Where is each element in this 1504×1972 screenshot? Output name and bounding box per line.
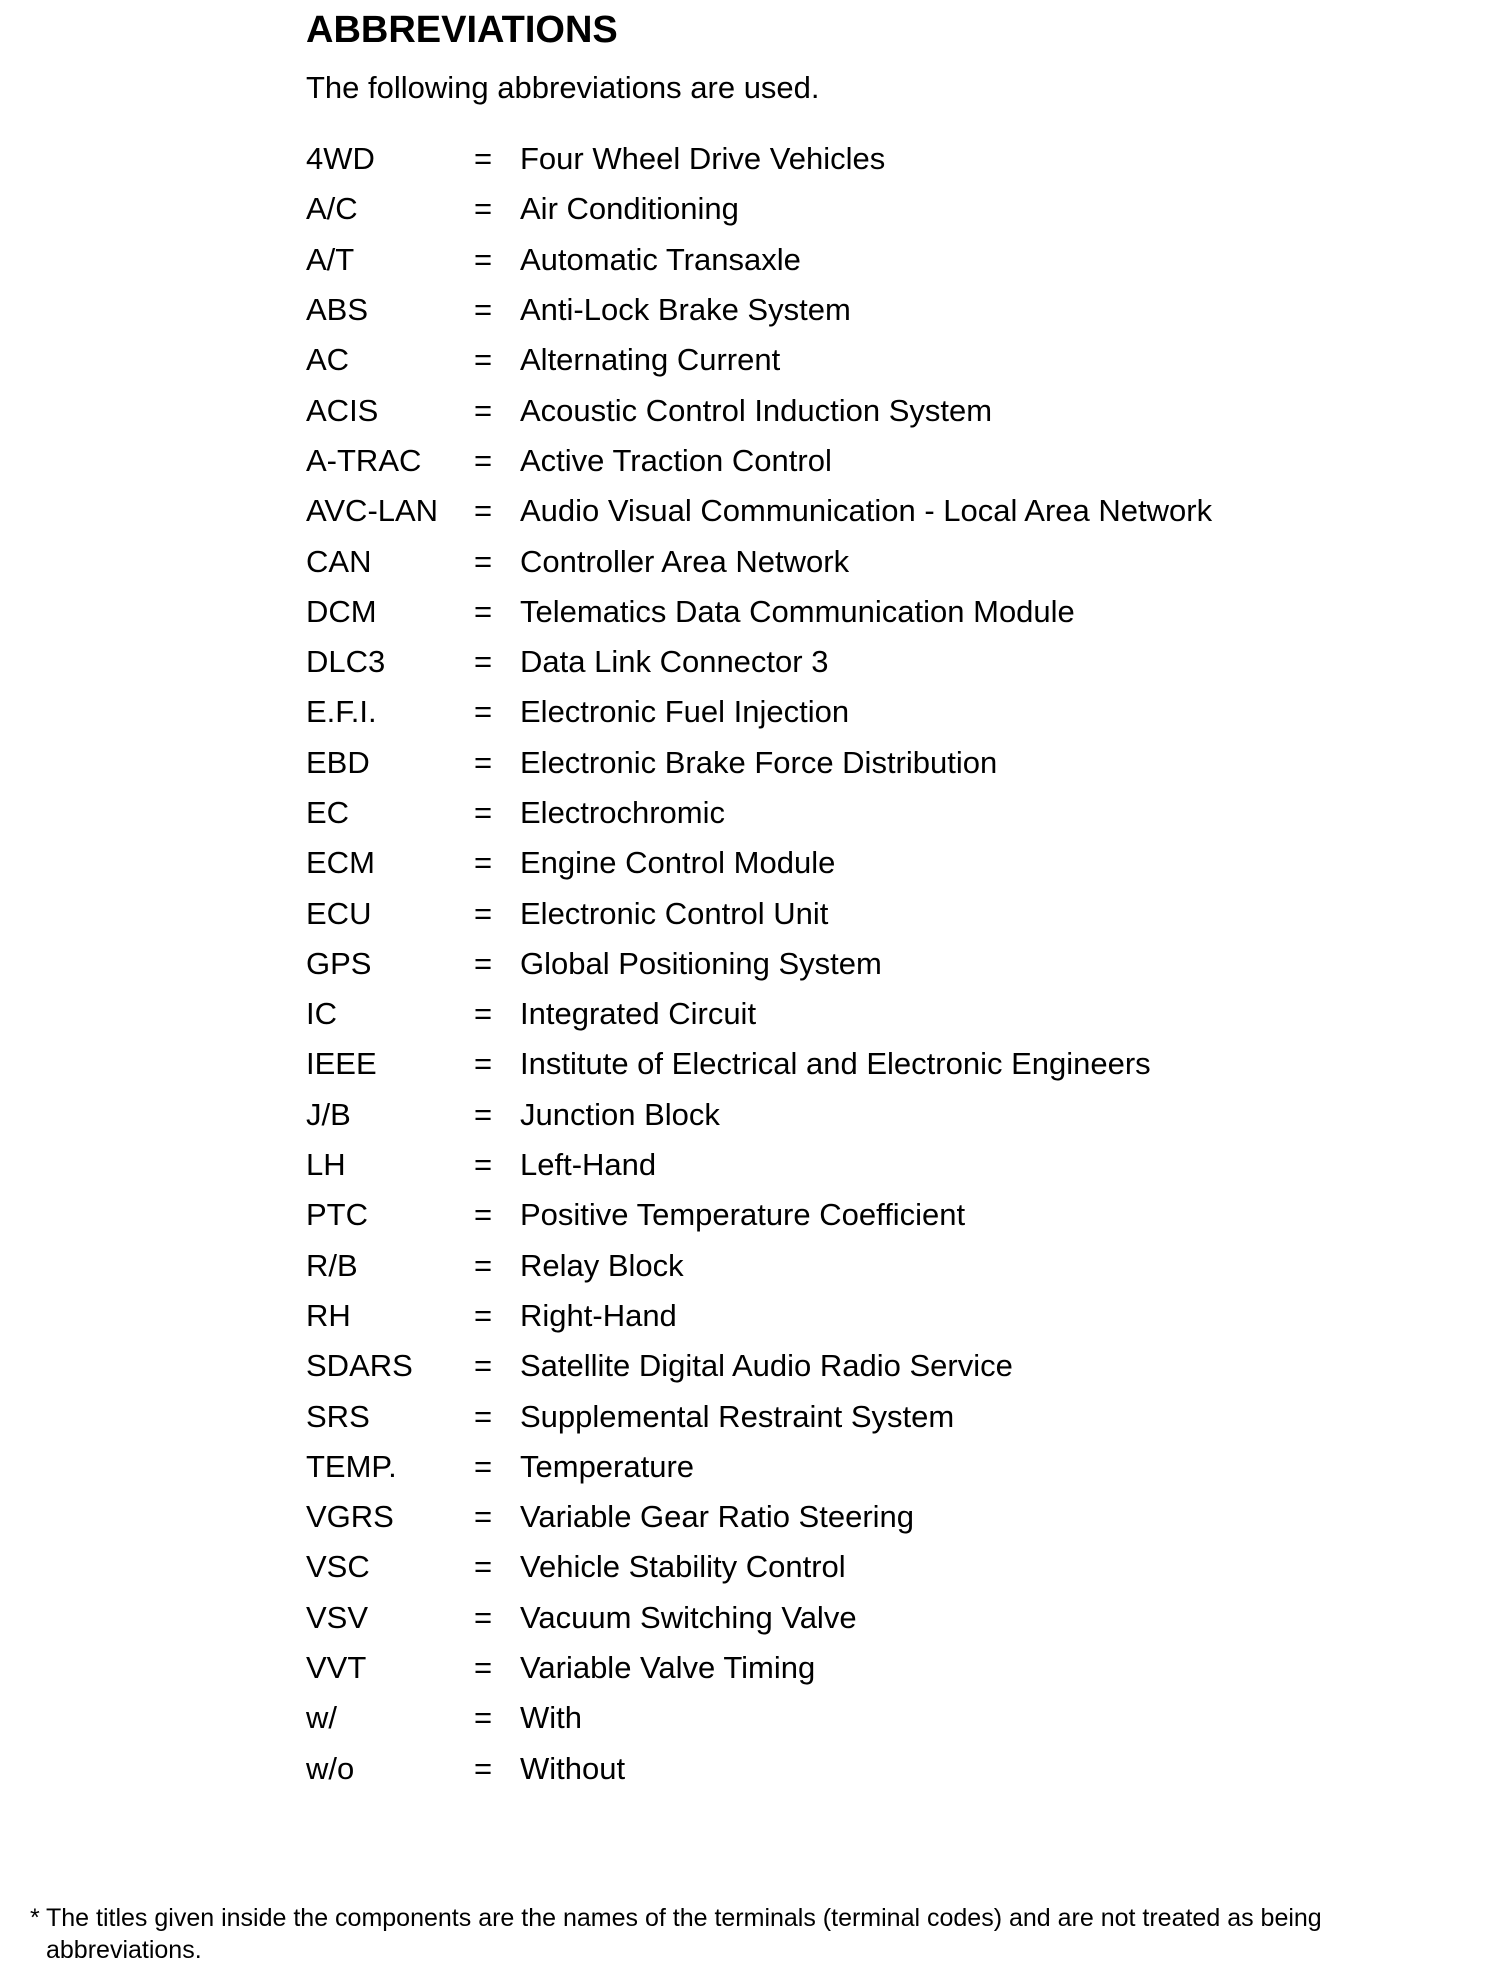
abbreviation-definition: Right-Hand: [520, 1297, 677, 1333]
abbreviation-definition: Four Wheel Drive Vehicles: [520, 141, 886, 177]
abbreviation-term: VGRS: [306, 1499, 394, 1535]
abbreviation-row: [306, 939, 1406, 989]
intro-text: The following abbreviations are used.: [306, 70, 820, 105]
abbreviation-row: [306, 385, 1406, 435]
abbreviation-term: GPS: [306, 945, 372, 981]
equals-sign: =: [474, 1650, 493, 1686]
equals-sign: =: [474, 191, 493, 227]
abbreviation-row: [306, 1391, 1406, 1441]
equals-sign: =: [474, 1499, 493, 1535]
abbreviation-row: [306, 1693, 1406, 1743]
equals-sign: =: [474, 694, 493, 730]
abbreviation-definition: Global Positioning System: [520, 945, 882, 981]
equals-sign: =: [474, 744, 493, 780]
abbreviation-row: [306, 1190, 1406, 1240]
abbreviation-term: TEMP.: [306, 1448, 397, 1484]
equals-sign: =: [474, 644, 493, 680]
equals-sign: =: [474, 945, 493, 981]
abbreviation-row: [306, 1492, 1406, 1542]
equals-sign: =: [474, 442, 493, 478]
abbreviation-term: VSC: [306, 1549, 370, 1585]
abbreviation-row: [306, 888, 1406, 938]
abbreviation-definition: Air Conditioning: [520, 191, 739, 227]
abbreviation-term: SDARS: [306, 1348, 413, 1384]
abbreviation-definition: Variable Valve Timing: [520, 1650, 816, 1686]
abbreviation-definition: Acoustic Control Induction System: [520, 392, 993, 428]
abbreviation-definition: Relay Block: [520, 1247, 684, 1283]
abbreviation-term: EC: [306, 795, 350, 830]
abbreviation-row: [306, 1593, 1406, 1643]
abbreviation-definition: Variable Gear Ratio Steering: [520, 1499, 915, 1535]
equals-sign: =: [474, 593, 493, 629]
abbreviation-row: [306, 1744, 1406, 1794]
abbreviation-row: [306, 1442, 1406, 1492]
abbreviation-term: EBD: [306, 744, 370, 780]
abbreviation-term: ABS: [306, 292, 369, 328]
equals-sign: =: [474, 543, 493, 579]
abbreviation-row: [306, 637, 1406, 687]
abbreviation-definition: Anti-Lock Brake System: [520, 292, 851, 328]
abbreviation-row: [306, 536, 1406, 586]
abbreviation-row: [306, 285, 1406, 335]
abbreviation-definition: Integrated Circuit: [520, 996, 757, 1032]
abbreviation-term: AC: [306, 342, 350, 378]
abbreviation-list: [306, 134, 1406, 1794]
abbreviation-definition: Electronic Fuel Injection: [520, 694, 850, 730]
abbreviation-definition: Data Link Connector 3: [520, 644, 829, 680]
equals-sign: =: [474, 392, 493, 428]
abbreviation-row: [306, 1241, 1406, 1291]
equals-sign: =: [474, 895, 493, 931]
abbreviation-row: [306, 1090, 1406, 1140]
abbreviation-term: IC: [306, 996, 337, 1032]
abbreviation-definition: Audio Visual Communication - Local Area Network: [520, 493, 1213, 529]
equals-sign: =: [474, 1247, 493, 1283]
equals-sign: =: [474, 795, 493, 830]
abbreviation-term: PTC: [306, 1197, 368, 1233]
abbreviation-term: VSV: [306, 1599, 369, 1635]
abbreviation-term: IEEE: [306, 1046, 377, 1082]
abbreviation-row: [306, 788, 1406, 838]
equals-sign: =: [474, 1348, 493, 1384]
abbreviation-row: [306, 1039, 1406, 1089]
abbreviation-row: [306, 335, 1406, 385]
abbreviation-term: A/C: [306, 191, 358, 227]
equals-sign: =: [474, 1750, 493, 1786]
abbreviation-term: w/o: [306, 1750, 355, 1786]
abbreviation-row: [306, 989, 1406, 1039]
abbreviation-row: [306, 738, 1406, 788]
abbreviation-term: CAN: [306, 543, 372, 579]
abbreviation-term: E.F.I.: [306, 694, 377, 730]
equals-sign: =: [474, 241, 493, 277]
abbreviation-definition: Electrochromic: [520, 795, 725, 830]
abbreviation-term: A-TRAC: [306, 442, 422, 478]
abbreviation-term: 4WD: [306, 141, 375, 177]
abbreviation-row: [306, 1341, 1406, 1391]
abbreviation-definition: Alternating Current: [520, 342, 781, 378]
abbreviation-definition: Without: [520, 1750, 626, 1786]
abbreviation-definition: Active Traction Control: [520, 442, 832, 478]
equals-sign: =: [474, 845, 493, 881]
abbreviation-definition: Temperature: [520, 1448, 695, 1484]
abbreviation-row: [306, 1542, 1406, 1592]
abbreviation-definition: Electronic Control Unit: [520, 895, 829, 931]
equals-sign: =: [474, 141, 493, 177]
abbreviation-definition: Left-Hand: [520, 1147, 657, 1183]
abbreviation-definition: With: [520, 1700, 582, 1736]
footnote: [30, 1902, 1470, 1966]
abbreviation-term: AVC-LAN: [306, 493, 439, 529]
abbreviation-definition: Vacuum Switching Valve: [520, 1599, 857, 1635]
page-title: ABBREVIATIONS: [306, 9, 618, 51]
equals-sign: =: [474, 493, 493, 529]
abbreviation-definition: Supplemental Restraint System: [520, 1398, 955, 1434]
equals-sign: =: [474, 292, 493, 328]
abbreviation-definition: Vehicle Stability Control: [520, 1549, 846, 1585]
equals-sign: =: [474, 1046, 493, 1082]
abbreviation-row: [306, 184, 1406, 234]
abbreviation-row: [306, 436, 1406, 486]
abbreviation-term: J/B: [306, 1096, 351, 1132]
abbreviation-term: A/T: [306, 241, 355, 277]
equals-sign: =: [474, 1147, 493, 1183]
abbreviation-definition: Electronic Brake Force Distribution: [520, 744, 998, 780]
abbreviation-row: [306, 134, 1406, 184]
equals-sign: =: [474, 1448, 493, 1484]
equals-sign: =: [474, 1398, 493, 1434]
abbreviation-term: RH: [306, 1297, 351, 1333]
footnote-text-line2: abbreviations.: [46, 1936, 202, 1964]
abbreviation-term: w/: [306, 1700, 337, 1736]
abbreviation-definition: Junction Block: [520, 1096, 720, 1132]
equals-sign: =: [474, 1599, 493, 1635]
equals-sign: =: [474, 1096, 493, 1132]
abbreviation-row: [306, 587, 1406, 637]
abbreviation-definition: Positive Temperature Coefficient: [520, 1197, 966, 1233]
abbreviation-row: [306, 838, 1406, 888]
abbreviation-term: DCM: [306, 593, 377, 629]
abbreviation-row: [306, 486, 1406, 536]
equals-sign: =: [474, 1700, 493, 1736]
abbreviation-definition: Satellite Digital Audio Radio Service: [520, 1348, 1013, 1384]
abbreviation-term: ECM: [306, 845, 375, 881]
abbreviation-definition: Institute of Electrical and Electronic Engineers: [520, 1046, 1151, 1082]
abbreviation-term: ACIS: [306, 392, 379, 428]
abbreviation-row: [306, 1140, 1406, 1190]
abbreviation-definition: Automatic Transaxle: [520, 241, 801, 277]
abbreviation-term: LH: [306, 1147, 346, 1183]
abbreviation-definition: Controller Area Network: [520, 543, 850, 579]
abbreviation-term: VVT: [306, 1650, 367, 1686]
abbreviation-term: R/B: [306, 1247, 358, 1283]
abbreviation-row: [306, 1291, 1406, 1341]
equals-sign: =: [474, 1549, 493, 1585]
abbreviation-term: SRS: [306, 1398, 370, 1434]
equals-sign: =: [474, 1197, 493, 1233]
abbreviation-row: [306, 1643, 1406, 1693]
abbreviation-term: DLC3: [306, 644, 386, 680]
abbreviation-definition: Engine Control Module: [520, 845, 836, 881]
equals-sign: =: [474, 342, 493, 378]
abbreviation-row: [306, 235, 1406, 285]
abbreviation-term: ECU: [306, 895, 372, 931]
footnote-asterisk: *: [30, 1904, 40, 1932]
abbreviation-row: [306, 687, 1406, 737]
footnote-text-line1: The titles given inside the components are the names of the terminals (terminal codes) and are not treated as being: [46, 1904, 1322, 1932]
equals-sign: =: [474, 1297, 493, 1333]
abbreviation-definition: Telematics Data Communication Module: [520, 593, 1075, 629]
equals-sign: =: [474, 996, 493, 1032]
